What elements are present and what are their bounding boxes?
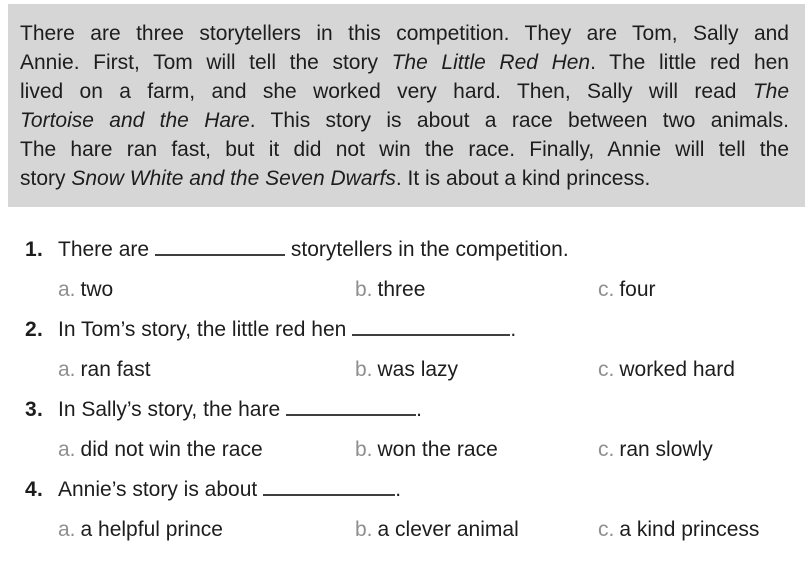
question-3 — [0, 398, 805, 422]
options-row-1 — [58, 278, 805, 302]
option-b — [355, 358, 598, 382]
question-text: In Sally’s story, the hare — [58, 398, 281, 421]
option-text: two — [80, 278, 114, 301]
option-letter: b. — [355, 518, 373, 541]
passage-text: . The little red hen — [590, 51, 789, 74]
questions-section — [0, 238, 805, 542]
options-row-3 — [58, 438, 805, 462]
passage-text: There are three storytellers in this competition. They are Tom, Sally and — [20, 22, 789, 45]
question-number: 2. — [25, 318, 44, 341]
question-number: 1. — [25, 238, 44, 261]
options-row-2 — [58, 358, 805, 382]
option-letter: c. — [598, 518, 615, 541]
question-2 — [0, 318, 805, 342]
passage-line — [20, 19, 789, 48]
option-letter: b. — [355, 278, 373, 301]
question-text-after: . — [510, 318, 517, 341]
option-text: ran fast — [80, 358, 151, 381]
option-text: was lazy — [377, 358, 459, 381]
options-row-4 — [58, 518, 805, 542]
option-text: won the race — [377, 438, 498, 461]
option-c — [598, 518, 805, 542]
option-text: a clever animal — [377, 518, 519, 541]
passage-text: story — [20, 167, 72, 190]
option-c — [598, 358, 805, 382]
question-text-after: . — [416, 398, 423, 421]
question-4 — [0, 478, 805, 502]
story-title: The Little Red Hen — [391, 51, 591, 74]
passage-line — [20, 106, 789, 135]
option-a — [58, 358, 355, 382]
option-letter: a. — [58, 438, 76, 461]
story-title: Tortoise and the Hare — [20, 109, 250, 132]
passage-text: lived on a farm, and she worked very hard. Then, Sally will read — [20, 80, 753, 103]
option-letter: c. — [598, 358, 615, 381]
option-a — [58, 278, 355, 302]
option-a — [58, 438, 355, 462]
option-b — [355, 278, 598, 302]
passage-line — [20, 77, 789, 106]
answer-blank — [352, 322, 510, 336]
option-letter: a. — [58, 358, 76, 381]
option-letter: a. — [58, 518, 76, 541]
story-title: The — [752, 80, 789, 103]
option-letter: a. — [58, 278, 76, 301]
option-letter: b. — [355, 358, 373, 381]
story-title: Snow White and the Seven Dwarfs — [71, 167, 396, 190]
question-text: Annie’s story is about — [58, 478, 258, 501]
option-b — [355, 518, 598, 542]
option-text: worked hard — [619, 358, 735, 381]
question-number: 4. — [25, 478, 44, 501]
passage-text: Annie. First, Tom will tell the story — [20, 51, 392, 74]
option-letter: c. — [598, 278, 615, 301]
passage-text: The hare ran fast, but it did not win the race. Finally, Annie will tell the — [20, 138, 789, 161]
option-text: a kind princess — [619, 518, 760, 541]
answer-blank — [286, 402, 416, 416]
option-b — [355, 438, 598, 462]
option-c — [598, 438, 805, 462]
option-letter: b. — [355, 438, 373, 461]
option-text: a helpful prince — [80, 518, 223, 541]
option-text: did not win the race — [80, 438, 263, 461]
option-text: three — [377, 278, 426, 301]
passage-text: . It is about a kind princess. — [395, 167, 651, 190]
question-1 — [0, 238, 805, 262]
passage-line — [20, 135, 789, 164]
answer-blank — [263, 482, 395, 496]
question-text: There are — [58, 238, 150, 261]
question-text: In Tom’s story, the little red hen — [58, 318, 347, 341]
passage-line — [20, 48, 789, 77]
passage-box — [8, 4, 805, 207]
option-letter: c. — [598, 438, 615, 461]
option-a — [58, 518, 355, 542]
option-text: four — [619, 278, 656, 301]
passage-line — [20, 164, 789, 193]
passage-text: . This story is about a race between two animals. — [249, 109, 789, 132]
option-text: ran slowly — [619, 438, 713, 461]
question-number: 3. — [25, 398, 44, 421]
answer-blank — [155, 242, 285, 256]
question-text-after: . — [395, 478, 402, 501]
question-text-after: storytellers in the competition. — [285, 238, 569, 261]
option-c — [598, 278, 805, 302]
